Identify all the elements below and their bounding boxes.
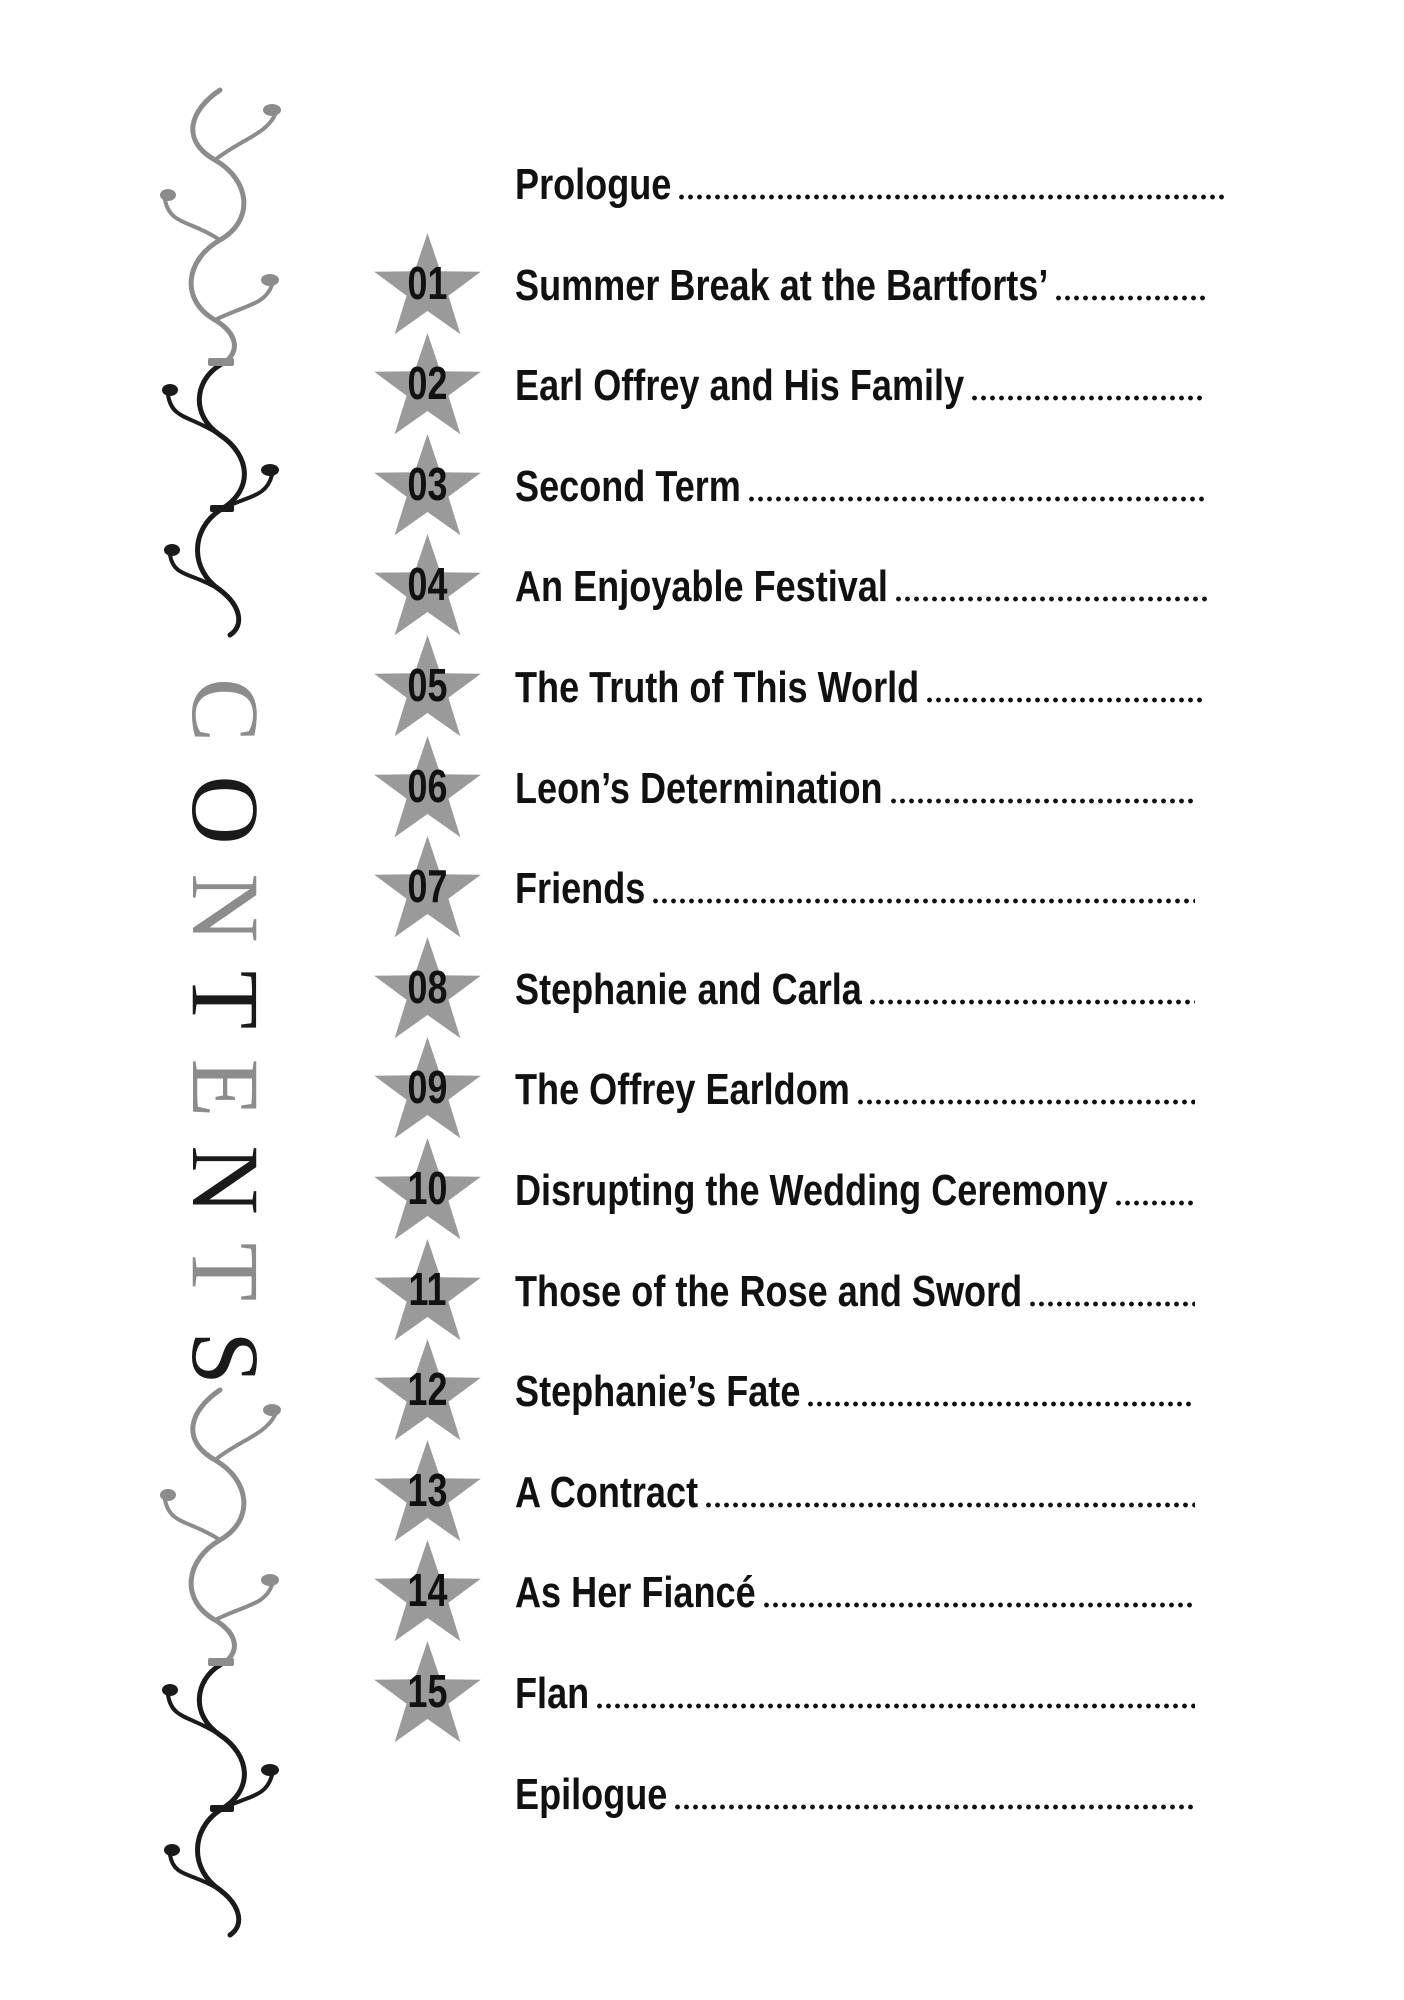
star-icon [370, 1538, 485, 1648]
chapter-number: 15 [407, 1665, 448, 1717]
floral-vine-icon [160, 1380, 290, 1940]
star-icon [370, 1035, 485, 1145]
toc-entry[interactable] [370, 1045, 1330, 1135]
dot-leader [651, 896, 1195, 906]
toc-entry[interactable] [370, 1649, 1330, 1739]
chapter-title: Flan [515, 1669, 590, 1718]
dot-leader [673, 1802, 1195, 1812]
side-decoration [160, 80, 290, 1940]
chapter-number: 05 [407, 659, 448, 711]
toc-entry-line[interactable] [515, 744, 1195, 834]
toc-entry-line[interactable] [515, 1750, 1195, 1840]
toc-entry[interactable] [370, 1146, 1330, 1236]
toc-entry[interactable] [370, 1448, 1330, 1538]
chapter-number: 14 [407, 1564, 448, 1617]
dot-leader [1114, 1198, 1195, 1208]
table-of-contents [370, 140, 1330, 1840]
dot-leader [889, 796, 1195, 806]
star-icon [370, 1237, 485, 1347]
toc-entry-line[interactable] [515, 1146, 1195, 1236]
toc-entry-line[interactable] [515, 1247, 1195, 1337]
heading-letter: C [172, 677, 279, 743]
toc-entry-line[interactable] [515, 542, 1210, 632]
dot-leader [595, 1701, 1195, 1711]
toc-entry-line[interactable] [515, 1347, 1195, 1437]
star-icon [370, 1337, 485, 1447]
chapter-title: Epilogue [515, 1769, 668, 1819]
toc-entry[interactable] [370, 1247, 1330, 1337]
chapter-title: Summer Break at the Bartforts’ [515, 260, 1049, 310]
dot-leader [868, 997, 1195, 1007]
chapter-number: 02 [407, 357, 448, 410]
star-icon [370, 231, 485, 341]
star-icon [370, 432, 485, 542]
toc-entry[interactable] [370, 744, 1330, 834]
heading-letter: N [172, 1145, 279, 1215]
heading-letter: E [172, 1058, 279, 1118]
toc-entry[interactable] [370, 1750, 1330, 1840]
dot-leader [925, 695, 1205, 705]
toc-entry[interactable] [370, 542, 1330, 632]
chapter-number: 07 [407, 860, 448, 913]
chapter-title: As Her Fiancé [515, 1568, 756, 1618]
star-icon [370, 1136, 485, 1246]
toc-entry-line[interactable] [515, 643, 1205, 733]
heading-letter: O [172, 775, 279, 845]
dot-leader [762, 1600, 1195, 1610]
toc-entry-line[interactable] [515, 1448, 1195, 1538]
chapter-title: Prologue [515, 160, 672, 209]
contents-heading [160, 655, 290, 1385]
heading-letter: S [172, 1331, 279, 1385]
heading-letter: T [172, 970, 279, 1030]
dot-leader [677, 192, 1225, 202]
chapter-title: The Offrey Earldom [515, 1065, 850, 1115]
dot-leader [1054, 293, 1205, 303]
star-icon [370, 331, 485, 441]
toc-entry[interactable] [370, 844, 1330, 934]
dot-leader [856, 1097, 1195, 1107]
dot-leader [704, 1500, 1195, 1510]
chapter-number: 12 [407, 1363, 448, 1416]
star-icon [370, 734, 485, 844]
toc-entry[interactable] [370, 1347, 1330, 1437]
chapter-number: 03 [407, 457, 448, 510]
toc-entry-line[interactable] [515, 341, 1205, 431]
chapter-number: 01 [407, 256, 448, 309]
toc-entry-line[interactable] [515, 1548, 1195, 1638]
toc-entry[interactable] [370, 442, 1330, 532]
chapter-number: 09 [407, 1061, 448, 1114]
toc-entry-line[interactable] [515, 1045, 1195, 1135]
chapter-number: 10 [407, 1162, 448, 1214]
toc-entry-line[interactable] [515, 241, 1205, 331]
dot-leader [970, 393, 1205, 403]
toc-entry-line[interactable] [515, 844, 1195, 934]
toc-entry-line[interactable] [515, 1649, 1195, 1739]
chapter-title: The Truth of This World [515, 663, 920, 712]
chapter-title: An Enjoyable Festival [515, 562, 888, 612]
chapter-number: 04 [407, 558, 448, 611]
toc-entry-line[interactable] [515, 945, 1195, 1035]
toc-entry[interactable] [370, 341, 1330, 431]
dot-leader [1028, 1299, 1195, 1309]
chapter-title: Those of the Rose and Sword [515, 1266, 1023, 1316]
star-icon [370, 1639, 485, 1749]
toc-entry-line[interactable] [515, 140, 1225, 230]
chapter-number: 11 [408, 1262, 447, 1315]
heading-letter: T [172, 1242, 279, 1302]
chapter-number: 08 [407, 960, 448, 1013]
star-icon [370, 633, 485, 743]
star-icon [370, 1438, 485, 1548]
chapter-number: 06 [407, 759, 448, 812]
chapter-title: Friends [515, 864, 646, 914]
heading-letter: N [172, 873, 279, 943]
chapter-title: Stephanie and Carla [515, 964, 862, 1014]
toc-entry[interactable] [370, 1548, 1330, 1638]
chapter-number: 13 [407, 1463, 448, 1516]
dot-leader [894, 594, 1210, 604]
chapter-title: Leon’s Determination [515, 763, 883, 813]
toc-entry-line[interactable] [515, 442, 1205, 532]
dot-leader [747, 494, 1205, 504]
chapter-title: Earl Offrey and His Family [515, 361, 965, 411]
toc-entry[interactable] [370, 140, 1330, 230]
star-icon [370, 834, 485, 944]
chapter-title: A Contract [515, 1467, 699, 1517]
star-icon [370, 532, 485, 642]
star-icon [370, 935, 485, 1045]
floral-vine-icon [160, 80, 290, 640]
chapter-title: Disrupting the Wedding Ceremony [515, 1166, 1108, 1215]
chapter-title: Second Term [515, 461, 741, 511]
dot-leader [806, 1399, 1195, 1409]
toc-entry[interactable] [370, 643, 1330, 733]
toc-entry[interactable] [370, 945, 1330, 1035]
chapter-title: Stephanie’s Fate [515, 1367, 801, 1417]
toc-entry[interactable] [370, 241, 1330, 331]
